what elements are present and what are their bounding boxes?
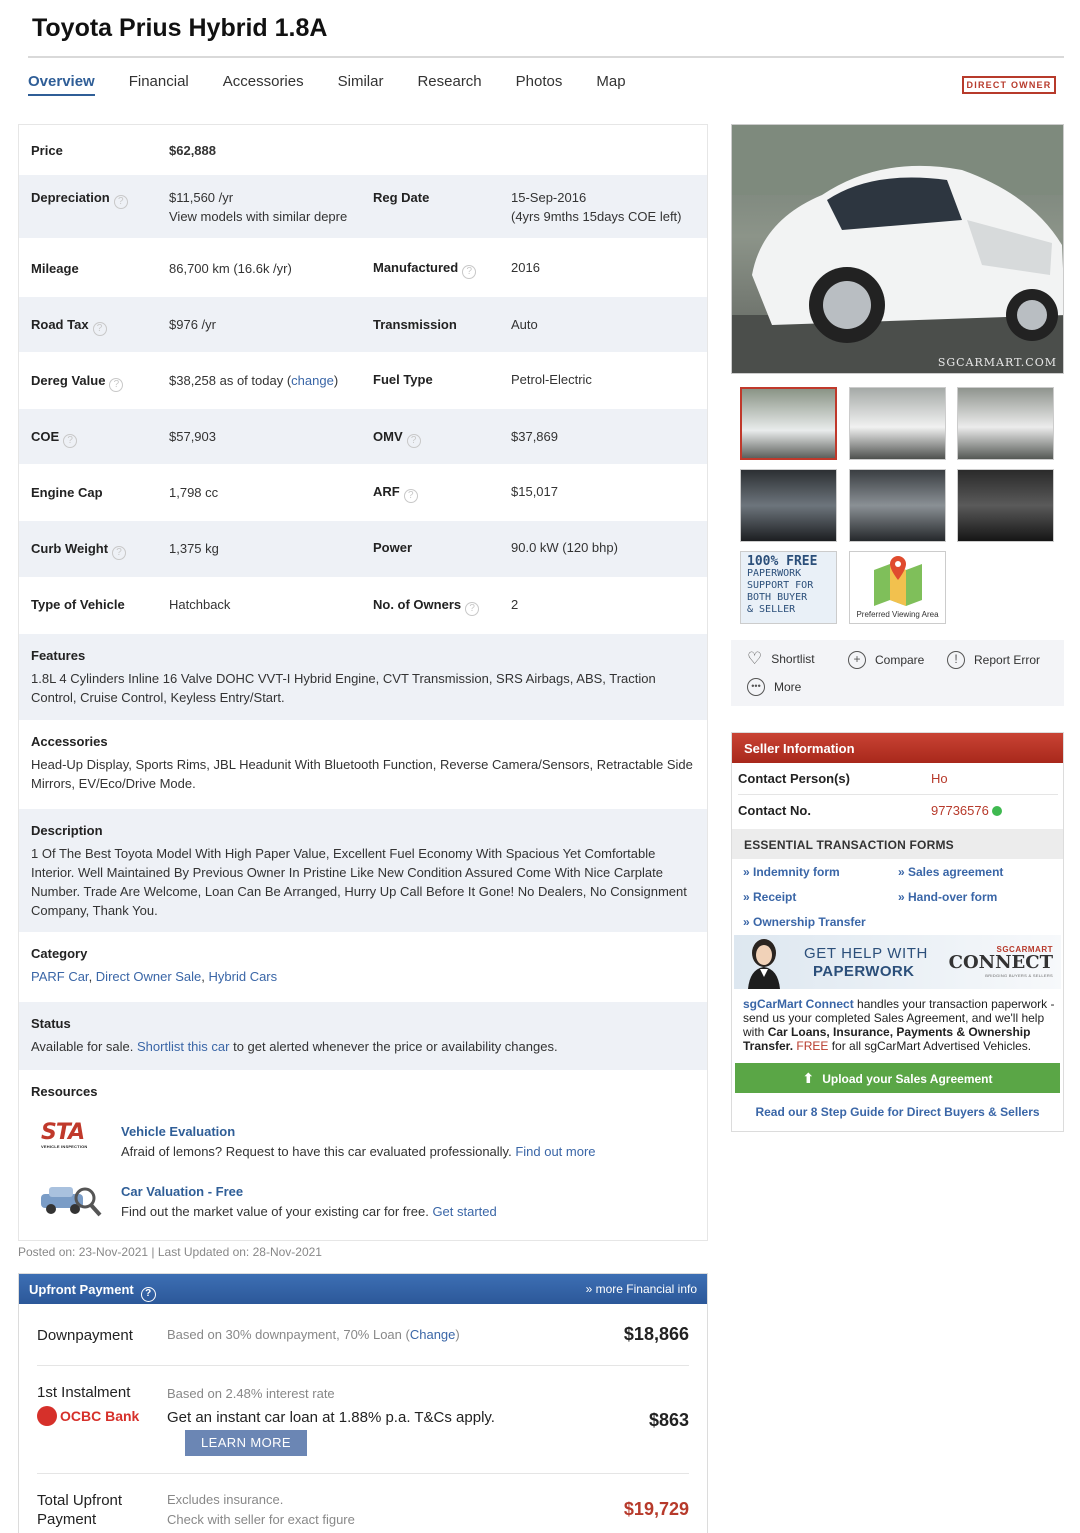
guide-link[interactable]: Read our 8 Step Guide for Direct Buyers & Sellers bbox=[755, 1105, 1040, 1119]
description-block bbox=[19, 809, 707, 932]
paperwork-promo-thumb[interactable]: 100% FREE PAPERWORK SUPPORT FOR BOTH BUYER & SELLER bbox=[740, 551, 837, 624]
spec-row-dereg bbox=[19, 353, 707, 409]
sta-logo bbox=[41, 1122, 97, 1156]
instalment-amount: $863 bbox=[648, 1410, 689, 1430]
total-note-line2: Check with seller for exact figure bbox=[167, 1512, 355, 1527]
sales-agreement-link[interactable]: » Sales agreement bbox=[898, 865, 1004, 879]
seller-info-panel bbox=[731, 732, 1064, 1132]
upfront-header bbox=[19, 1274, 707, 1304]
vehicle-evaluation-title[interactable]: Vehicle Evaluation bbox=[121, 1124, 236, 1139]
tab-similar[interactable]: Similar bbox=[337, 73, 384, 90]
tab-financial[interactable]: Financial bbox=[128, 73, 189, 90]
tab-research[interactable]: Research bbox=[417, 73, 482, 90]
contact-no-label: Contact No. bbox=[738, 803, 811, 818]
engine-cap-value: 1,798 cc bbox=[169, 485, 219, 500]
contact-no-row bbox=[738, 803, 1058, 825]
watermark: SGCARMART.COM bbox=[937, 356, 1057, 369]
help-icon[interactable]: ? bbox=[114, 195, 128, 209]
ocbc-logo: OCBC Bank bbox=[37, 1406, 139, 1426]
whatsapp-icon[interactable] bbox=[992, 806, 1002, 816]
spec-row-price bbox=[19, 125, 707, 175]
category-link-direct-owner[interactable]: Direct Owner Sale bbox=[95, 969, 202, 984]
arf-value: $15,017 bbox=[511, 484, 558, 499]
help-icon[interactable]: ? bbox=[141, 1287, 156, 1302]
reg-date-label: Reg Date bbox=[373, 190, 430, 205]
dereg-label: Dereg Value ? bbox=[31, 373, 123, 392]
hand-over-form-link[interactable]: » Hand-over form bbox=[898, 890, 998, 904]
more-financial-link[interactable]: » more Financial info bbox=[585, 1282, 697, 1296]
accessories-block bbox=[19, 720, 707, 809]
connect-link[interactable]: sgCarMart Connect bbox=[743, 997, 854, 1011]
downpayment-row bbox=[37, 1304, 689, 1366]
contact-person-row bbox=[738, 771, 1058, 795]
type-label: Type of Vehicle bbox=[31, 597, 125, 612]
thumbnail-6[interactable] bbox=[957, 469, 1054, 542]
map-caption: Preferred Viewing Area bbox=[856, 610, 939, 619]
report-error-action[interactable]: ! Report Error bbox=[947, 651, 1040, 669]
thumbnail-1[interactable] bbox=[740, 387, 837, 460]
omv-label: OMV ? bbox=[373, 429, 421, 448]
fuel-type-label: Fuel Type bbox=[373, 372, 433, 387]
upfront-payment-panel bbox=[18, 1273, 708, 1533]
category-links: PARF Car, Direct Owner Sale, Hybrid Cars bbox=[31, 969, 278, 984]
fuel-type-value: Petrol-Electric bbox=[511, 372, 592, 387]
spec-row-depreciation bbox=[19, 175, 707, 239]
downpayment-note: Based on 30% downpayment, 70% Loan (Change) bbox=[167, 1327, 460, 1342]
preferred-viewing-area-thumb[interactable] bbox=[849, 551, 946, 624]
help-icon[interactable]: ? bbox=[93, 322, 107, 336]
total-label-line1: Total Upfront bbox=[37, 1492, 123, 1509]
tab-map[interactable]: Map bbox=[596, 73, 626, 90]
car-image bbox=[732, 125, 1064, 374]
upload-icon: ⬆ bbox=[802, 1070, 815, 1086]
help-icon[interactable]: ? bbox=[462, 265, 476, 279]
category-block bbox=[19, 932, 707, 1002]
manufactured-label: Manufactured ? bbox=[373, 260, 476, 279]
sta-logo-sub: VEHICLE INSPECTION bbox=[41, 1144, 88, 1149]
spec-row-road-tax bbox=[19, 297, 707, 353]
find-out-more-link[interactable]: Find out more bbox=[515, 1144, 596, 1159]
agent-avatar bbox=[744, 937, 784, 989]
shortlist-action[interactable]: ♡ Shortlist bbox=[747, 649, 815, 668]
help-icon[interactable]: ? bbox=[407, 434, 421, 448]
total-label-line2: Payment bbox=[37, 1511, 97, 1528]
mileage-value: 86,700 km (16.6k /yr) bbox=[169, 261, 292, 276]
get-started-link[interactable]: Get started bbox=[432, 1204, 497, 1219]
description-heading: Description bbox=[31, 823, 103, 838]
tab-accessories[interactable]: Accessories bbox=[222, 73, 304, 90]
description-text: 1 Of The Best Toyota Model With High Paper Value, Excellent Fuel Economy With Spacious Yet Comfortable Interior. Well Maintained By Previous Owner In Pristine Like New Condition Assured Come With Nice Carplate Number. Trade Are Welcome, Loan Can Be Arranged, Hurry Up Call Before It Gone! No Dealers, No Consignment Company, Thank You. bbox=[31, 846, 687, 918]
features-text: 1.8L 4 Cylinders Inline 16 Valve DOHC VVT-I Hybrid Engine, CVT Transmission, SRS Airbags, ABS, Traction Control, Cruise Control, Keyless Entry/Start. bbox=[31, 671, 656, 705]
spec-row-mileage bbox=[19, 239, 707, 297]
contact-no-value[interactable]: 97736576 bbox=[931, 803, 1002, 818]
dereg-change-link[interactable]: change bbox=[291, 373, 334, 388]
coe-label: COE ? bbox=[31, 429, 77, 448]
connect-banner[interactable] bbox=[734, 935, 1061, 989]
compare-action[interactable]: + Compare bbox=[848, 651, 924, 669]
reg-date-value: 15-Sep-2016 bbox=[511, 190, 587, 205]
omv-value: $37,869 bbox=[511, 429, 558, 444]
manufactured-value: 2016 bbox=[511, 260, 540, 275]
transmission-value: Auto bbox=[511, 317, 538, 332]
help-icon[interactable]: ? bbox=[63, 434, 77, 448]
power-value: 90.0 kW (120 bhp) bbox=[511, 540, 618, 555]
title-divider bbox=[28, 56, 1064, 58]
owners-value: 2 bbox=[511, 597, 519, 612]
vehicle-evaluation-desc: Afraid of lemons? Request to have this car evaluated professionally. Find out more bbox=[121, 1144, 596, 1159]
status-block bbox=[19, 1002, 707, 1070]
thumbnail-3[interactable] bbox=[957, 387, 1054, 460]
accessories-text: Head-Up Display, Sports Rims, JBL Headunit With Bluetooth Function, Reverse Camera/Sensors, Retractable Side Mirrors, EV/Eco/Drive Mode. bbox=[31, 757, 693, 791]
posted-date: Posted on: 23-Nov-2021 | Last Updated on: 28-Nov-2021 bbox=[18, 1245, 322, 1259]
car-valuation-icon bbox=[37, 1182, 105, 1218]
connect-logo: CONNECT bbox=[948, 952, 1053, 973]
car-valuation-desc: Find out the market value of your existing car for free. Get started bbox=[121, 1204, 497, 1219]
thumbnail-4[interactable] bbox=[740, 469, 837, 542]
page-title: Toyota Prius Hybrid 1.8A bbox=[32, 14, 328, 42]
curb-weight-label: Curb Weight ? bbox=[31, 541, 126, 560]
arf-label: ARF ? bbox=[373, 484, 418, 503]
resources-heading: Resources bbox=[31, 1084, 98, 1099]
seller-header: Seller Information bbox=[732, 733, 1063, 763]
alert-icon: ! bbox=[947, 651, 965, 669]
upfront-title: Upfront Payment ? bbox=[29, 1282, 156, 1302]
features-heading: Features bbox=[31, 648, 86, 663]
depreciation-label: Depreciation ? bbox=[31, 190, 128, 209]
contact-person-label: Contact Person(s) bbox=[738, 771, 850, 786]
contact-person-value: Ho bbox=[931, 771, 948, 786]
downpayment-amount: $18,866 bbox=[623, 1324, 689, 1344]
car-valuation-item bbox=[19, 1176, 699, 1226]
more-dots-icon: ••• bbox=[747, 678, 765, 696]
learn-more-button[interactable]: LEARN MORE bbox=[185, 1430, 307, 1456]
total-note-line1: Excludes insurance. bbox=[167, 1492, 284, 1507]
tab-photos[interactable]: Photos bbox=[515, 73, 563, 90]
instalment-note: Based on 2.48% interest rate bbox=[167, 1386, 335, 1401]
ocbc-icon bbox=[37, 1406, 57, 1426]
tab-overview[interactable]: Overview bbox=[28, 73, 95, 96]
price-label: Price bbox=[31, 143, 63, 158]
thumbnail-5[interactable] bbox=[849, 469, 946, 542]
transmission-label: Transmission bbox=[373, 317, 457, 332]
road-tax-label: Road Tax ? bbox=[31, 317, 107, 336]
curb-weight-value: 1,375 kg bbox=[169, 541, 219, 556]
owners-label: No. of Owners ? bbox=[373, 597, 479, 616]
downpayment-label: Downpayment bbox=[37, 1327, 133, 1344]
price-value: $62,888 bbox=[169, 143, 216, 158]
instalment-row bbox=[37, 1366, 689, 1474]
resources-block bbox=[19, 1070, 707, 1240]
plus-circle-icon: + bbox=[848, 651, 866, 669]
instalment-label: 1st Instalment bbox=[37, 1384, 131, 1401]
coe-value: $57,903 bbox=[169, 429, 216, 444]
features-block bbox=[19, 634, 707, 720]
car-valuation-title[interactable]: Car Valuation - Free bbox=[121, 1184, 244, 1199]
category-link-parf[interactable]: PARF Car bbox=[31, 969, 89, 984]
thumbnail-2[interactable] bbox=[849, 387, 946, 460]
connect-logo-sub: BRIDGING BUYERS & SELLERS bbox=[985, 973, 1053, 978]
help-icon[interactable]: ? bbox=[465, 602, 479, 616]
connect-logo-top: SGCARMART bbox=[996, 945, 1053, 954]
help-icon[interactable]: ? bbox=[109, 378, 123, 392]
indemnity-form-link[interactable]: » Indemnity form bbox=[743, 865, 840, 879]
map-pin-icon bbox=[850, 552, 946, 608]
help-icon[interactable]: ? bbox=[404, 489, 418, 503]
spec-row-engine bbox=[19, 465, 707, 521]
direct-owner-badge: DIRECT OWNER bbox=[962, 76, 1056, 94]
downpayment-change-link[interactable]: Change bbox=[409, 1327, 456, 1342]
listing-actions bbox=[731, 640, 1064, 706]
status-text: Available for sale. Shortlist this car to get alerted whenever the price or availability changes. bbox=[31, 1039, 558, 1054]
receipt-link[interactable]: » Receipt bbox=[743, 890, 797, 904]
dereg-value: $38,258 as of today (change) bbox=[169, 373, 339, 388]
spec-row-curb-weight bbox=[19, 521, 707, 578]
connect-description: sgCarMart Connect handles your transaction paperwork - send us your completed Sales Agreement, and we'll help with Car Loans, Insurance, Payments & Ownership Transfer. FREE for all sgCarMart Advertised Vehicles. bbox=[743, 997, 1055, 1053]
spec-row-coe bbox=[19, 409, 707, 465]
status-heading: Status bbox=[31, 1016, 71, 1031]
connect-line1: GET HELP WITH bbox=[804, 945, 928, 962]
accessories-heading: Accessories bbox=[31, 734, 108, 749]
category-heading: Category bbox=[31, 946, 88, 961]
power-label: Power bbox=[373, 540, 413, 555]
loan-offer-text: Get an instant car loan at 1.88% p.a. T&Cs apply. bbox=[167, 1409, 495, 1426]
total-amount: $19,729 bbox=[623, 1499, 689, 1519]
similar-depre-link[interactable]: View models with similar depre bbox=[169, 209, 348, 224]
engine-cap-label: Engine Cap bbox=[31, 485, 103, 500]
help-icon[interactable]: ? bbox=[112, 546, 126, 560]
category-link-hybrid[interactable]: Hybrid Cars bbox=[208, 969, 278, 984]
vehicle-evaluation-item bbox=[19, 1116, 699, 1166]
coe-left-value: (4yrs 9mths 15days COE left) bbox=[511, 209, 682, 224]
main-car-photo[interactable] bbox=[731, 124, 1064, 374]
mileage-label: Mileage bbox=[31, 261, 79, 276]
sta-logo-text: STA bbox=[41, 1120, 85, 1145]
total-row bbox=[37, 1474, 689, 1533]
spec-table bbox=[18, 124, 708, 1241]
heart-icon: ♡ bbox=[747, 649, 763, 668]
upload-sales-agreement-button[interactable]: ⬆ Upload your Sales Agreement bbox=[735, 1063, 1060, 1093]
shortlist-car-link[interactable]: Shortlist this car bbox=[137, 1039, 230, 1054]
spec-row-type bbox=[19, 578, 707, 634]
road-tax-value: $976 /yr bbox=[169, 317, 216, 332]
nav-tabs bbox=[28, 73, 660, 96]
forms-header: ESSENTIAL TRANSACTION FORMS bbox=[732, 829, 1063, 859]
ownership-transfer-link[interactable]: » Ownership Transfer bbox=[743, 915, 866, 929]
connect-line2: PAPERWORK bbox=[813, 963, 915, 980]
depreciation-value: $11,560 /yr bbox=[169, 190, 234, 205]
more-action[interactable]: ••• More bbox=[747, 678, 801, 696]
type-link[interactable]: Hatchback bbox=[169, 597, 231, 612]
